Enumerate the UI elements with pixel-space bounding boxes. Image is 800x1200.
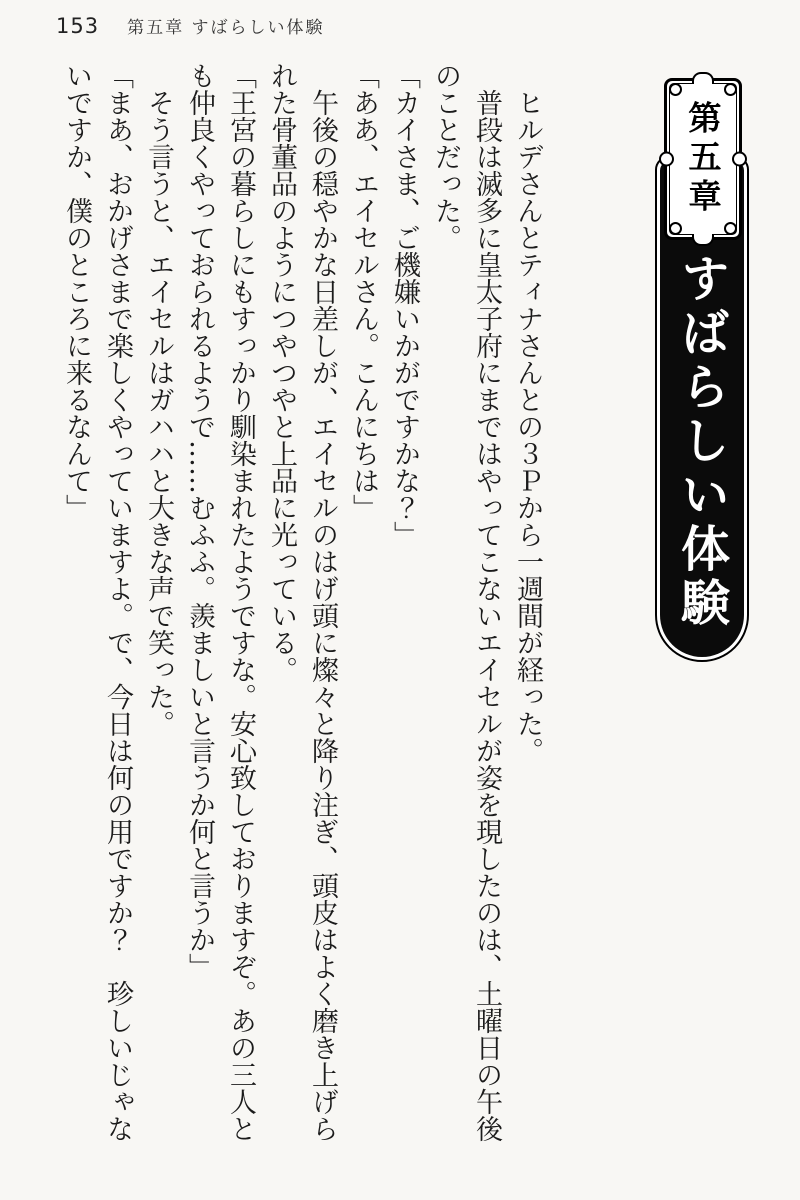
frame-ornament-icon bbox=[724, 222, 737, 235]
page-number: 153 bbox=[56, 14, 100, 38]
frame-ornament-icon bbox=[724, 83, 737, 96]
running-header bbox=[56, 13, 325, 38]
frame-ornament-icon bbox=[732, 152, 747, 167]
running-header-title: 第五章 すばらしい体験 bbox=[127, 18, 325, 38]
chapter-banner bbox=[652, 56, 750, 670]
frame-ornament-icon bbox=[669, 222, 682, 235]
chapter-number-frame bbox=[664, 78, 742, 240]
paragraph: そう言うと、エイセルはガハハと大きな声で笑った。 bbox=[143, 89, 174, 737]
frame-ornament-icon bbox=[692, 72, 714, 84]
paragraph-dialogue: 「王宮の暮らしにもすっかり馴染まれたようですな。安心致しておりますぞ。あの三人とも仲良くやっておられるようで……むふふ。羨ましいと言うか何と言うか」 bbox=[184, 62, 256, 1142]
paragraph: ヒルデさんとティナさんとの３Ｐから一週間が経った。 bbox=[512, 89, 543, 764]
chapter-title: すばらしい体験 bbox=[673, 253, 731, 631]
body-text bbox=[34, 62, 548, 1148]
paragraph: 普段は滅多に皇太子府にまではやってこないエイセルが姿を現したのは、土曜日の午後のことだった。 bbox=[430, 62, 502, 1142]
frame-ornament-icon bbox=[669, 83, 682, 96]
frame-ornament-icon bbox=[659, 152, 674, 167]
chapter-number-label: 第五章 bbox=[683, 100, 723, 218]
paragraph-dialogue: 「カイさま、ご機嫌いかがですかな？」 bbox=[389, 62, 420, 548]
paragraph: 午後の穏やかな日差しが、エイセルのはげ頭に燦々と降り注ぎ、頭皮はよく磨き上げられた骨董品のようにつやつやと上品に光っている。 bbox=[266, 62, 338, 1142]
paragraph-dialogue: 「まあ、おかげさまで楽しくやっていますよ。で、今日は何の用ですか？ 珍しいじゃないですか、僕のところに来るなんて」 bbox=[61, 62, 133, 1142]
paragraph-dialogue: 「ああ、エイセルさん。こんにちは」 bbox=[348, 62, 379, 521]
